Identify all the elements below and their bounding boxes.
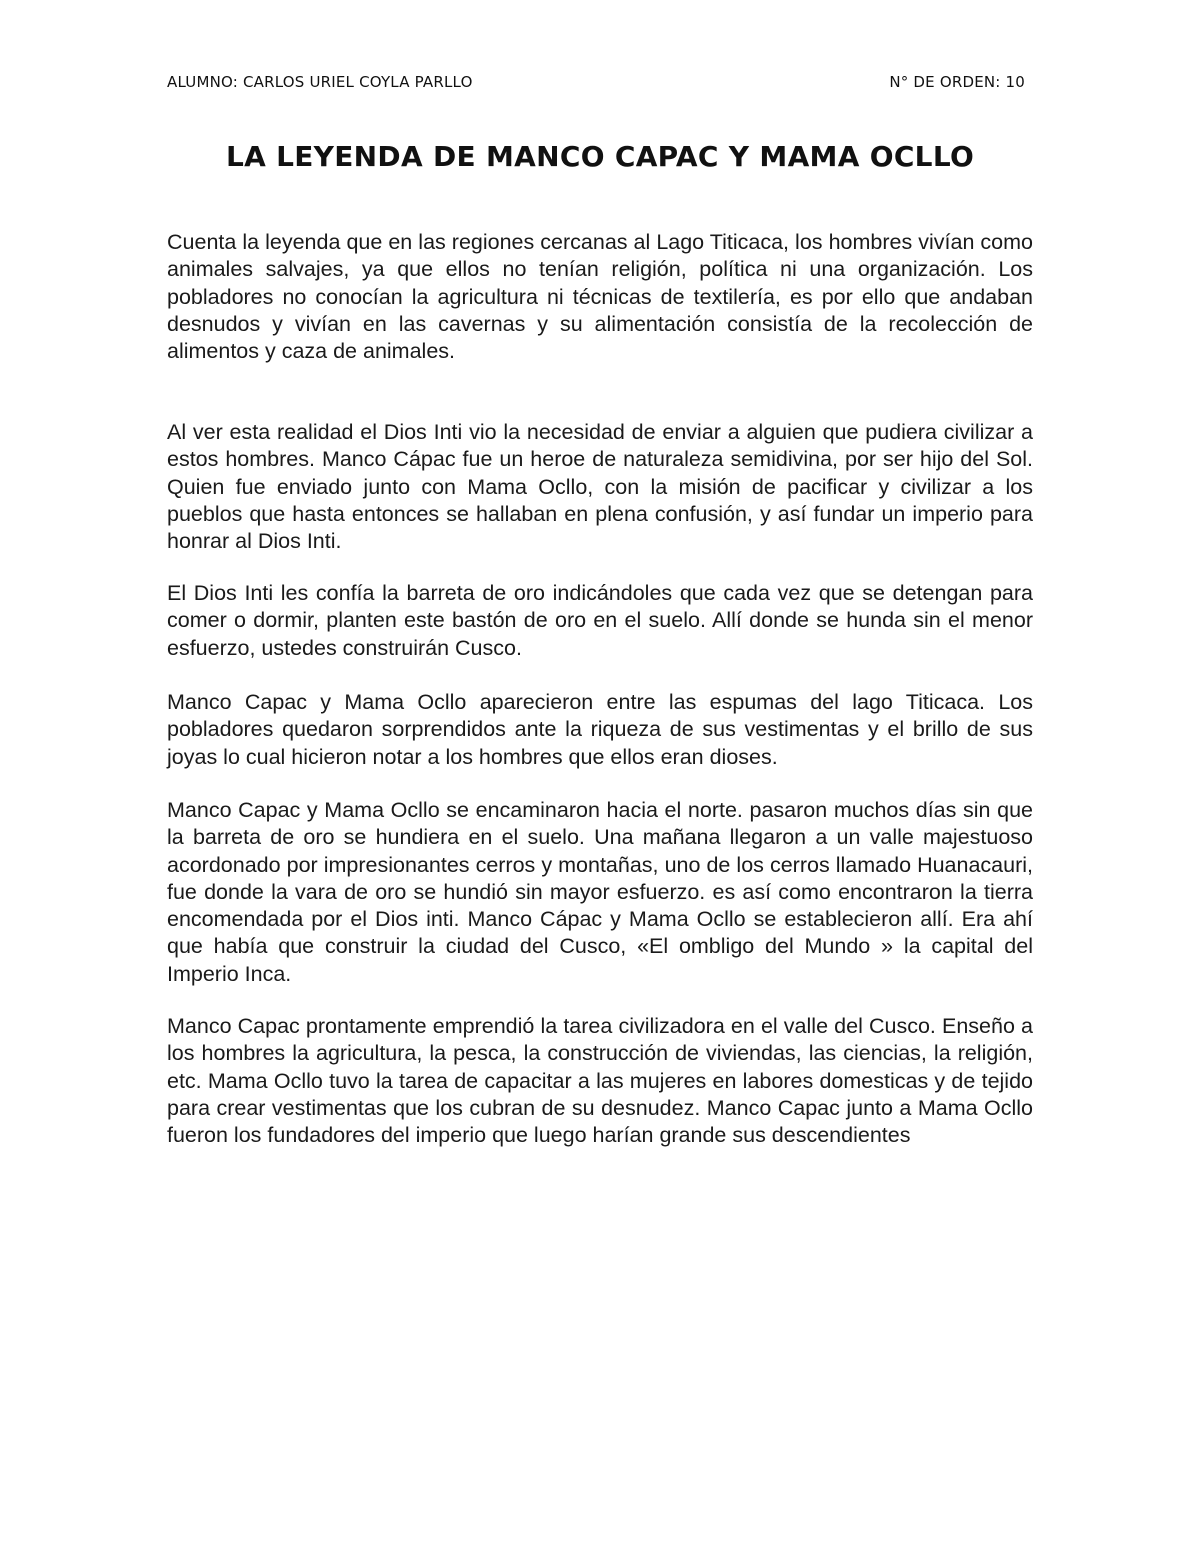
page-header	[167, 73, 1025, 97]
paragraph: Manco Capac y Mama Ocllo aparecieron entre las espumas del lago Titicaca. Los pobladores quedaron sorprendidos ante la riqueza de sus vestimentas y el brillo de sus joyas lo cual hicieron notar a los hombres que ellos eran dioses.	[167, 690, 1033, 769]
document-title: LA LEYENDA DE MANCO CAPAC Y MAMA OCLLO	[225, 140, 975, 173]
paragraph: Manco Capac prontamente emprendió la tarea civilizadora en el valle del Cusco. Enseño a los hombres la agricultura, la pesca, la construcción de viviendas, las ciencias, la religión, etc. Mama Ocllo tuvo la tarea de capacitar a las mujeres en labores domesticas y de tejido para crear vestimentas que los cubran de su desnudez. Manco Capac junto a Mama Ocllo fueron los fundadores del imperio que luego harían grande sus descendientes	[167, 1014, 1033, 1148]
paragraph: Cuenta la leyenda que en las regiones cercanas al Lago Titicaca, los hombres vivían como animales salvajes, ya que ellos no tenían religión, política ni una organización. Los pobladores no conocían la agricultura ni técnicas de textilería, es por ello que andaban desnudos y vivían en las cavernas y su alimentación consistía de la recolección de alimentos y caza de animales.	[167, 230, 1033, 364]
student-name: ALUMNO: CARLOS URIEL COYLA PARLLO	[167, 73, 473, 91]
paragraph: Manco Capac y Mama Ocllo se encaminaron hacia el norte. pasaron muchos días sin que la barreta de oro se hundiera en el suelo. Una mañana llegaron a un valle majestuoso acordonado por impresionantes cerros y montañas, uno de los cerros llamado Huanacauri, fue donde la vara de oro se hundió sin mayor esfuerzo. es así como encontraron la tierra encomendada por el Dios inti. Manco Cápac y Mama Ocllo se establecieron allí. Era ahí que había que construir la ciudad del Cusco, «El ombligo del Mundo » la capital del Imperio Inca.	[167, 798, 1033, 986]
paragraph: Al ver esta realidad el Dios Inti vio la necesidad de enviar a alguien que pudiera civilizar a estos hombres. Manco Cápac fue un heroe de naturaleza semidivina, por ser hijo del Sol. Quien fue enviado junto con Mama Ocllo, con la misión de pacificar y civilizar a los pueblos que hasta entonces se hallaban en plena confusión, y así fundar un imperio para honrar al Dios Inti.	[167, 420, 1033, 554]
paragraph: El Dios Inti les confía la barreta de oro indicándoles que cada vez que se detengan para comer o dormir, planten este bastón de oro en el suelo. Allí donde se hunda sin el menor esfuerzo, ustedes construirán Cusco.	[167, 581, 1033, 660]
order-number: N° DE ORDEN: 10	[889, 73, 1025, 91]
